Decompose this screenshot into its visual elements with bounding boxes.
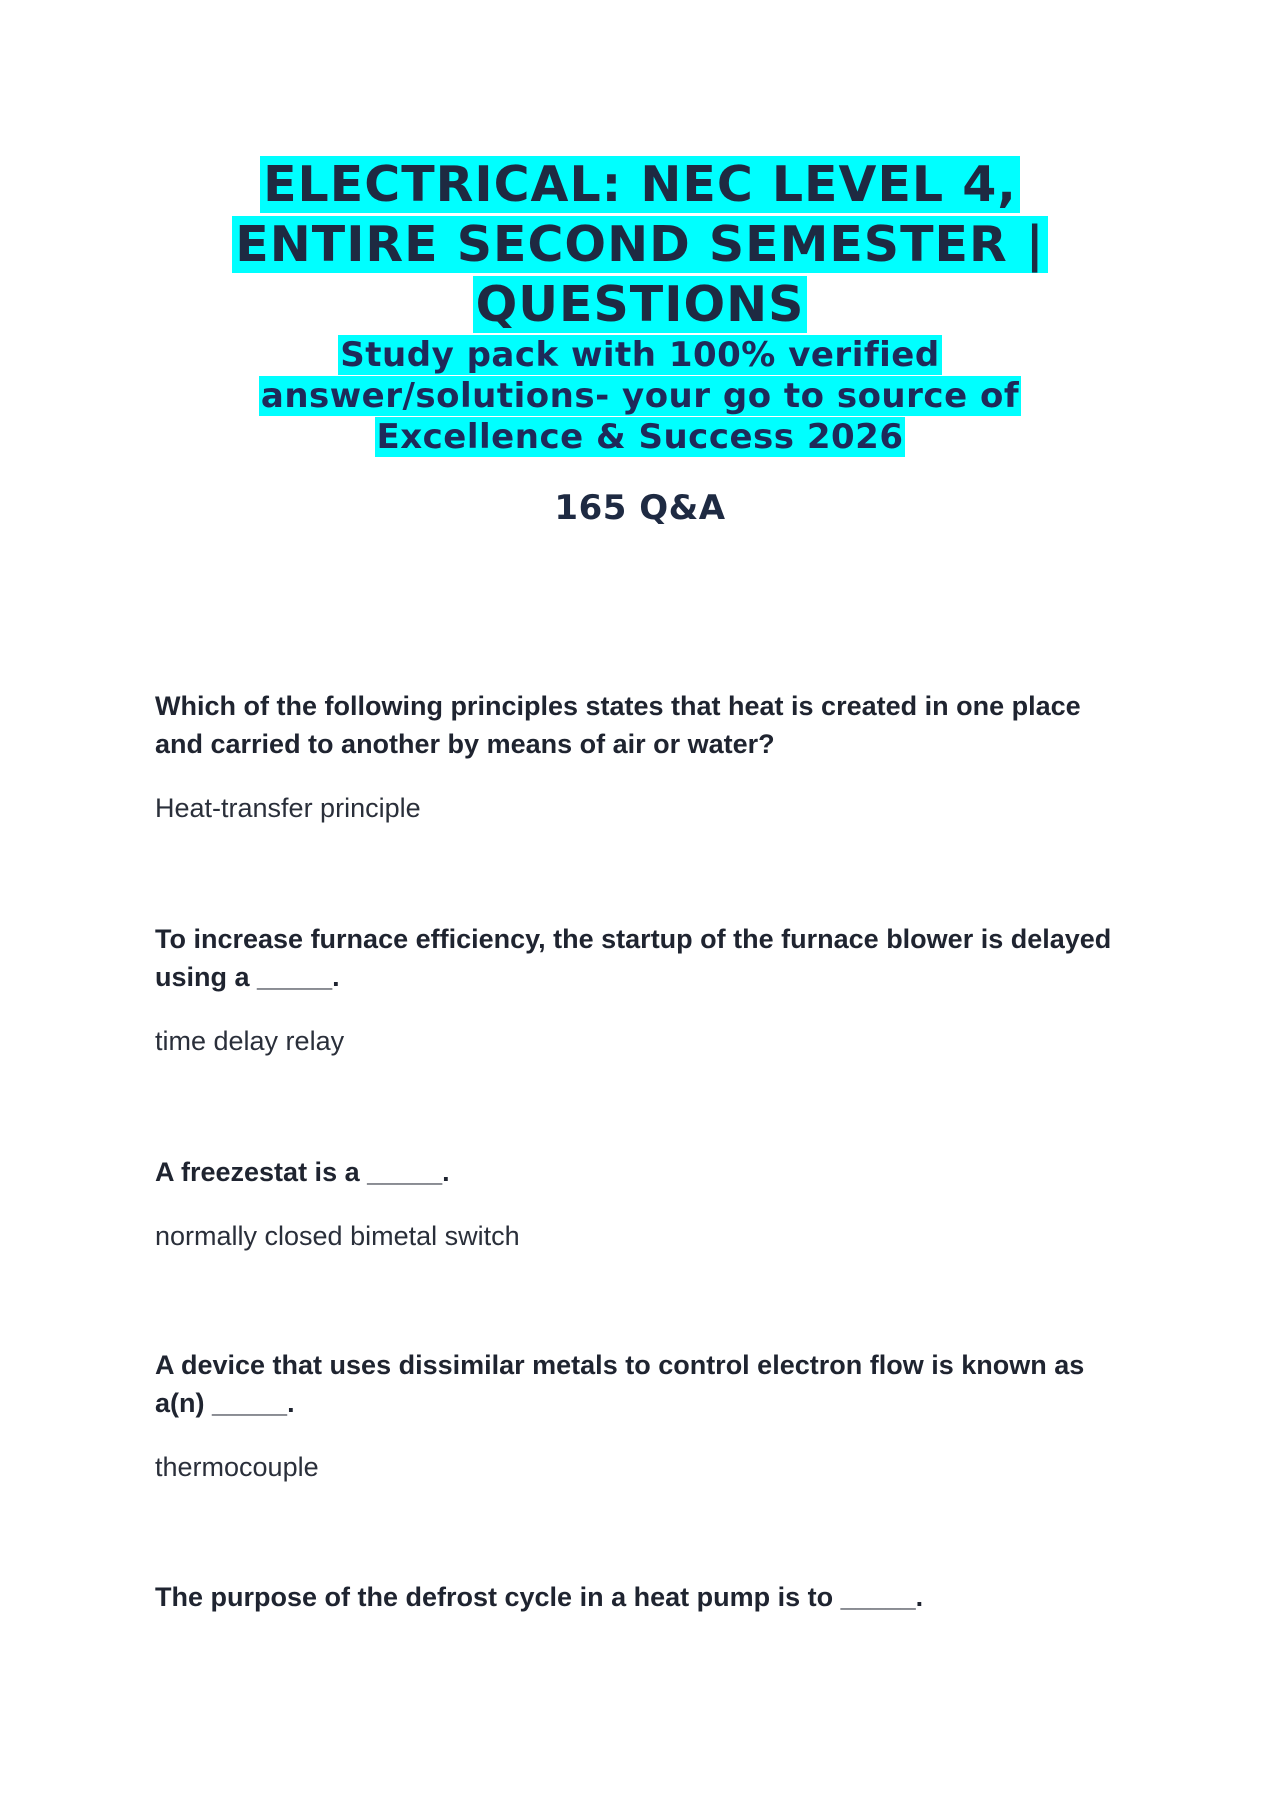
document-subtitle: Study pack with 100% verified answer/solutions- your go to source of Excellence & Success 2026 [260,335,1020,457]
question-text: The purpose of the defrost cycle in a heat pump is to _____. [155,1582,924,1612]
answer-text: Heat-transfer principle [155,793,421,823]
qa-item [155,1346,1135,1486]
answer-text: normally closed bimetal switch [155,1221,520,1251]
question-text: Which of the following principles states that heat is created in one place and carried to another by means of air or water? [155,691,1081,759]
title-block [0,155,1280,458]
qa-item [155,920,1135,1060]
answer-text: thermocouple [155,1452,319,1482]
qa-item [155,687,1135,827]
qa-item [155,1153,1135,1255]
question-text: A device that uses dissimilar metals to control electron flow is known as a(n) _____. [155,1350,1085,1418]
qa-count: 165 Q&A [554,488,726,528]
answer-text: time delay relay [155,1026,345,1056]
question-text: A freezestat is a _____. [155,1157,450,1187]
question-text: To increase furnace efficiency, the startup of the furnace blower is delayed using a _____. [155,924,1112,992]
document-title: ELECTRICAL: NEC LEVEL 4, ENTIRE SECOND SEMESTER | QUESTIONS [232,156,1047,333]
qa-item [155,1578,1135,1616]
